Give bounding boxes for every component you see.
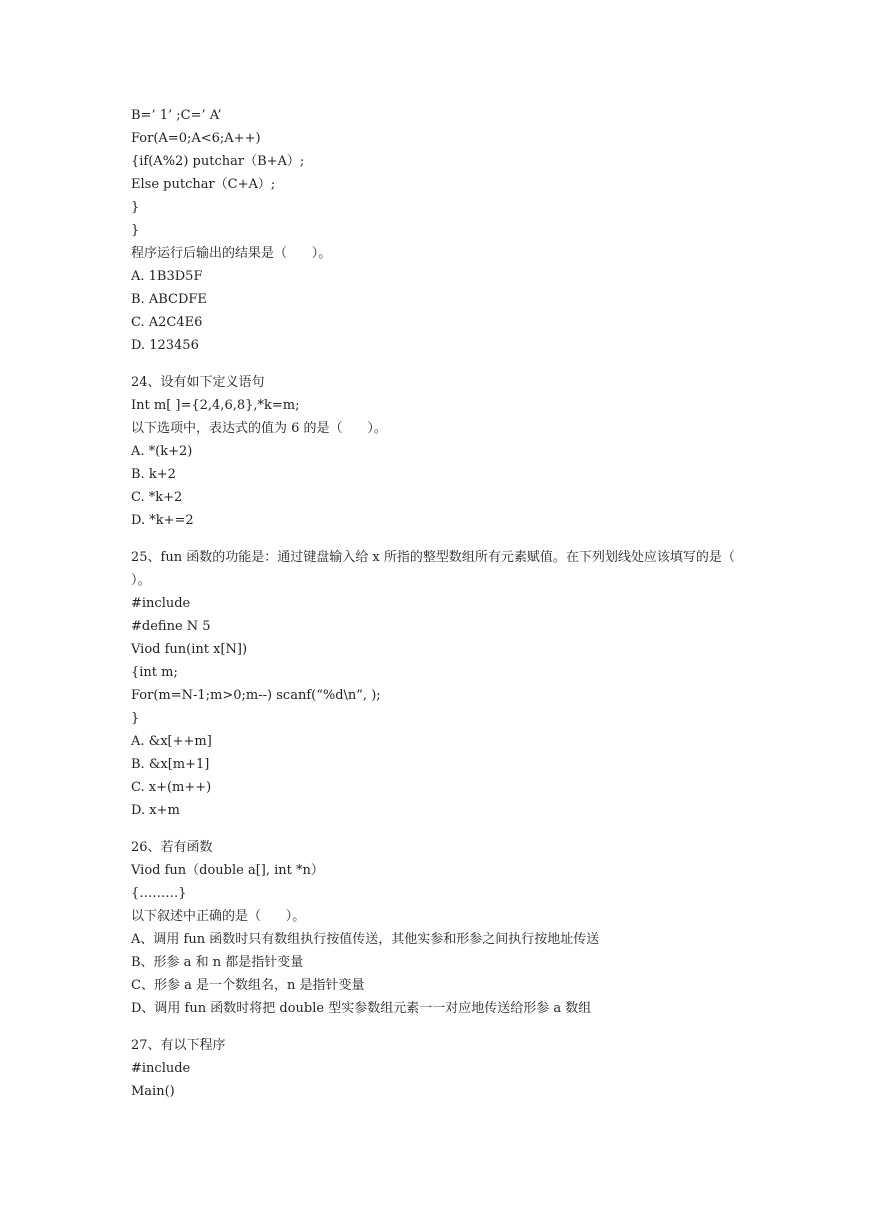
code-line: For(A=0;A<6;A++) (131, 131, 261, 146)
code-line: Else putchar（C+A）; (131, 177, 276, 192)
code-line: Int m[ ]={2,4,6,8},*k=m; (131, 398, 300, 413)
option-d: D、调用 fun 函数时将把 double 型实参数组元素一一对应地传送给形参 a 数组 (131, 1001, 592, 1016)
question-27 (131, 1034, 751, 1103)
code-line: } (131, 200, 140, 215)
option-c: C、形参 a 是一个数组名，n 是指针变量 (131, 978, 365, 993)
code-line: {int m; (131, 665, 178, 680)
option-a: A. &x[++m] (131, 734, 212, 749)
code-line: #include (131, 596, 191, 611)
question-prompt: 以下选项中，表达式的值为 6 的是（ ）。 (131, 421, 387, 436)
code-line: {………} (131, 886, 187, 901)
question-title: 25、fun 函数的功能是：通过键盘输入给 x 所指的整型数组所有元素赋值。在下列划线处应该填写的是（ ）。 (131, 550, 735, 588)
code-line: Viod fun（double a[], int *n） (131, 863, 324, 878)
code-line: B=’ 1’ ;C=’ A’ (131, 108, 222, 123)
option-b: B. k+2 (131, 467, 176, 482)
question-26 (131, 836, 751, 1020)
code-line: } (131, 223, 140, 238)
question-25 (131, 546, 751, 822)
question-prompt: 以下叙述中正确的是（ ）。 (131, 909, 306, 924)
question-24 (131, 371, 751, 532)
code-line: #define N 5 (131, 619, 211, 634)
code-line: } (131, 711, 140, 726)
option-a: A. *(k+2) (131, 444, 193, 459)
code-line: Main() (131, 1084, 175, 1099)
option-b: B. ABCDFE (131, 292, 207, 307)
question-title: 24、设有如下定义语句 (131, 375, 265, 390)
option-d: D. *k+=2 (131, 513, 194, 528)
option-c: C. x+(m++) (131, 780, 212, 795)
question-title: 26、若有函数 (131, 840, 213, 855)
code-line: Viod fun(int x[N]) (131, 642, 248, 657)
question-title: 27、有以下程序 (131, 1038, 226, 1053)
option-a: A. 1B3D5F (131, 269, 203, 284)
option-b: B、形参 a 和 n 都是指针变量 (131, 955, 304, 970)
option-d: D. x+m (131, 803, 180, 818)
code-line: {if(A%2) putchar（B+A）; (131, 154, 305, 169)
option-c: C. *k+2 (131, 490, 183, 505)
question-23-tail (131, 104, 751, 357)
option-c: C. A2C4E6 (131, 315, 203, 330)
question-prompt: 程序运行后输出的结果是（ ）。 (131, 246, 332, 261)
code-line: For(m=N-1;m>0;m--) scanf(“%d\n”, ); (131, 688, 381, 703)
code-line: #include (131, 1061, 191, 1076)
option-a: A、调用 fun 函数时只有数组执行按值传送，其他实参和形参之间执行按地址传送 (131, 932, 600, 947)
option-d: D. 123456 (131, 338, 199, 353)
option-b: B. &x[m+1] (131, 757, 210, 772)
